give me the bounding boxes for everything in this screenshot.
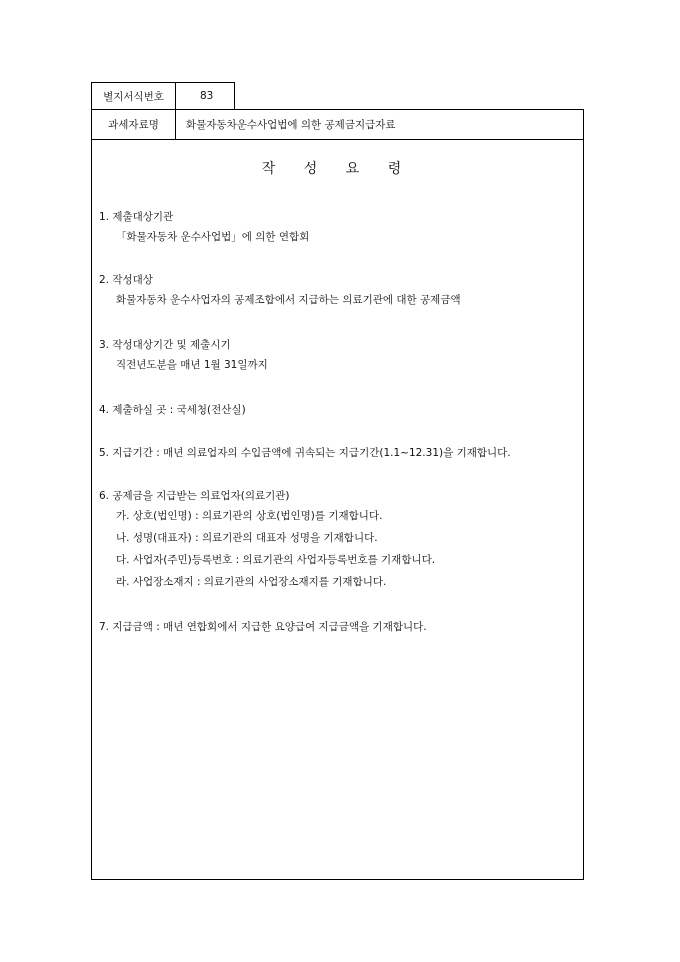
document-title-value: 화물자동차운수사업법에 의한 공제금지급자료: [186, 119, 396, 131]
section-title: 5. 지급기간 : 매년 의료업자의 수입금액에 귀속되는 지급기간(1.1~12.31)을 기재합니다.: [99, 447, 511, 459]
list-item: 나. 성명(대표자) : 의료기관의 대표자 성명을 기재합니다.: [116, 532, 378, 544]
page-heading: 작 성 요 령: [261, 161, 414, 177]
section-submit-to: [99, 400, 577, 420]
section-medical-provider: [99, 486, 577, 594]
list-item: 가. 상호(법인명) : 의료기관의 상호(법인명)를 기재합니다.: [116, 510, 383, 522]
section-title: 6. 공제금을 지급받는 의료업자(의료기관): [99, 490, 290, 502]
form-number-box: [91, 82, 235, 109]
document-title-row: [92, 110, 583, 140]
form-body: [91, 109, 584, 880]
list-item: 라. 사업장소재지 : 의료기관의 사업장소재지를 기재합니다.: [116, 576, 387, 588]
list-item: 다. 사업자(주민)등록번호 : 의료기관의 사업자등록번호를 기재합니다.: [116, 554, 436, 566]
section-payment-period: [99, 443, 577, 463]
document-title-label: 과세자료명: [92, 110, 176, 139]
section-title: 7. 지급금액 : 매년 연합회에서 지급한 요양급여 지급금액을 기재합니다.: [99, 621, 427, 633]
instructions: [99, 207, 577, 660]
section-body: 「화물자동차 운수사업법」에 의한 연합회: [116, 231, 310, 243]
form-number-value: 83: [200, 90, 214, 102]
section-period: [99, 335, 577, 377]
section-body: 화물자동차 운수사업자의 공제조합에서 지급하는 의료기관에 대한 공제금액: [116, 294, 461, 306]
section-target: [99, 270, 577, 312]
section-title: 2. 작성대상: [99, 274, 153, 286]
form-number-label: 별지서식번호: [92, 83, 176, 109]
section-title: 4. 제출하실 곳 : 국세청(전산실): [99, 404, 246, 416]
section-body: 직전년도분을 매년 1월 31일까지: [116, 359, 268, 371]
section-title: 3. 작성대상기간 및 제출시기: [99, 339, 231, 351]
section-submitting-organization: [99, 207, 577, 247]
section-payment-amount: [99, 617, 577, 637]
section-title: 1. 제출대상기관: [99, 211, 174, 223]
